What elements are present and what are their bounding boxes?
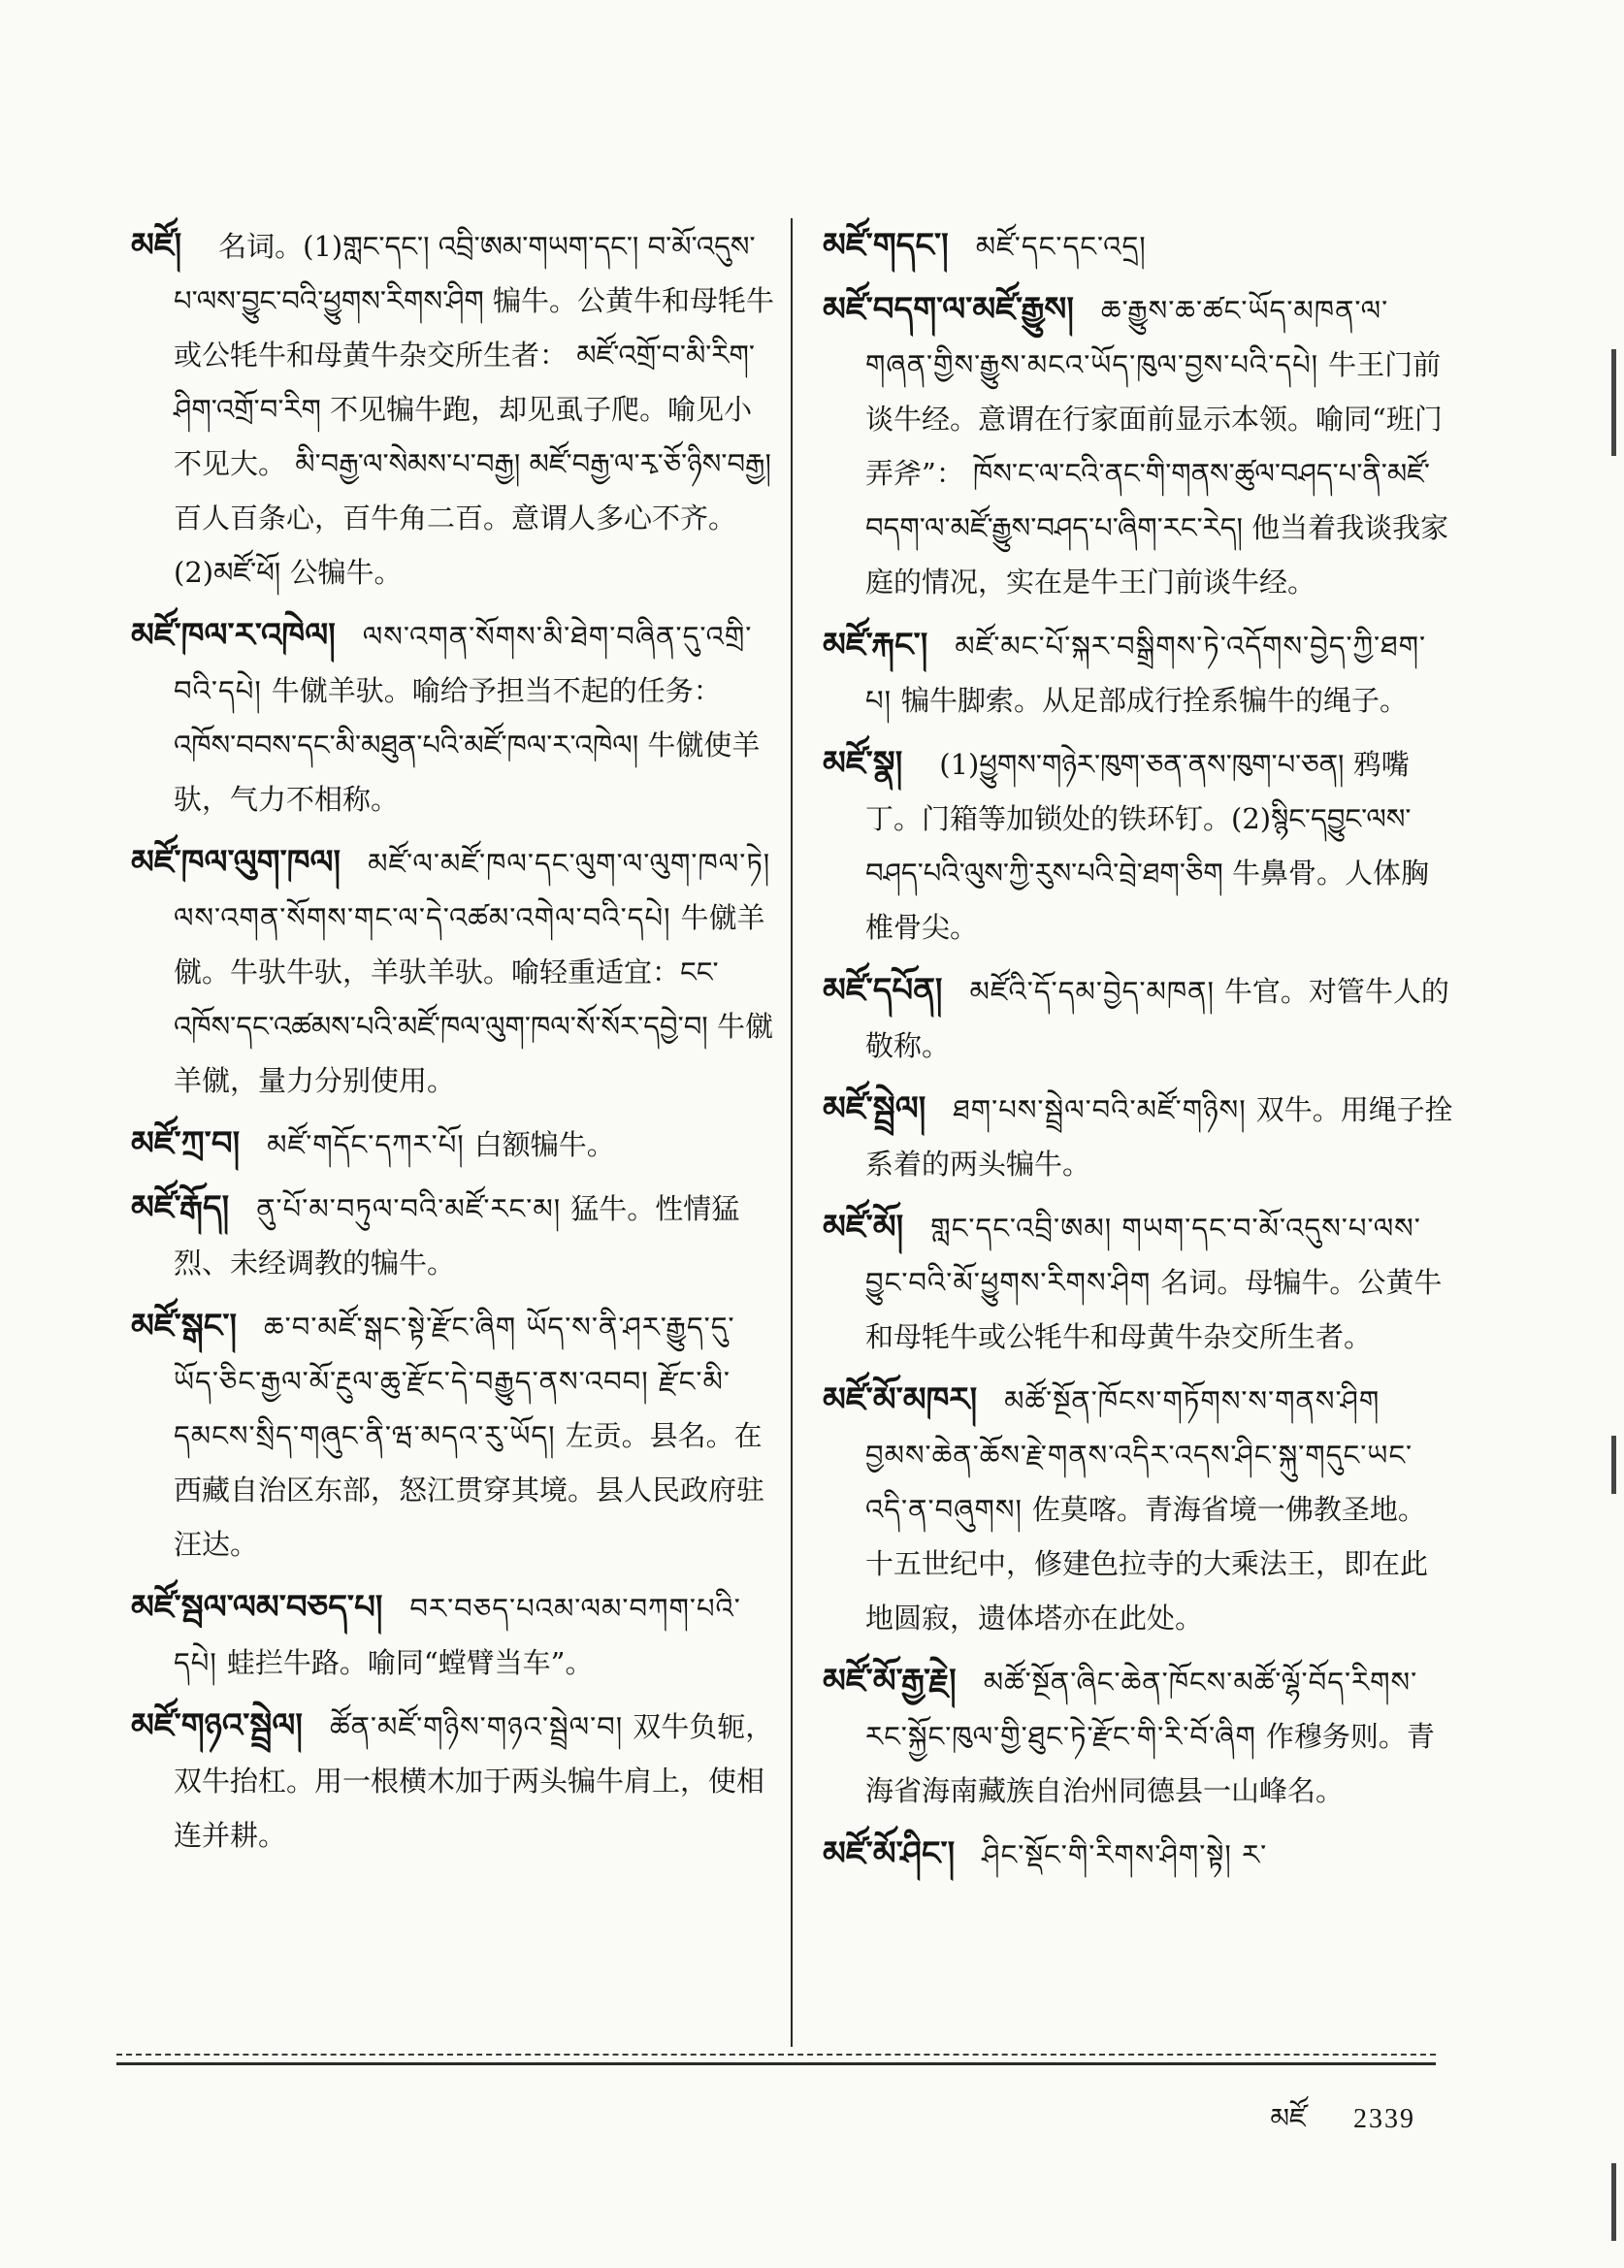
entry-mdzo-kra-ba <box>131 1117 776 1172</box>
headword: མཛོ་རྒོད། <box>131 1188 230 1227</box>
entry-mdzo-gnya-sbrel <box>131 1699 776 1863</box>
entry-mdzo-mo-shing <box>823 1827 1453 1882</box>
entry-mdzo-mo-rgya-rje <box>823 1654 1453 1818</box>
scan-edge-mark <box>1611 349 1616 456</box>
chinese-definition: 犏牛脚索。从足部成行拴系犏牛的绳子。 <box>901 684 1409 717</box>
page-footer <box>1270 2088 1415 2164</box>
chinese-definition: (1)ཕྱུགས་གཉེར་ཁུག་ཅན་ནས་ཁུག་པ་ཅན། 鸦嘴丁。门箱等加锁处的铁环钉。(2)སྙིང་དབྱུང་ལས་བཤད་པའི་ལུས་ཀྱི་རུས་པའི་བྲེ་ཐག་ཅིག 牛鼻骨。人体胸椎骨尖。 <box>865 748 1429 944</box>
headword: མཛོ། <box>131 226 182 265</box>
entry-mdzo-bdag <box>823 282 1453 609</box>
entry-mdzo <box>131 218 776 599</box>
headword: མཛོ་སྦྲེལ། <box>823 1089 926 1128</box>
tibetan-definition: བར་བཅད་པའམ་ལམ་བཀག་པའི་དཔེ། <box>174 1592 741 1679</box>
tibetan-definition: མཚོ་སྔོན་ཞིང་ཆེན་ཁོངས་མཚོ་ལྷོ་བོད་རིགས་རང་སྐྱོང་ཁུལ་གྱི་ཐུང་ཏེ་རྫོང་གི་རི་བོ་ཞིག <box>865 1666 1418 1753</box>
scan-edge-mark <box>1611 1436 1616 1494</box>
entry-mdzo-gdang <box>823 218 1453 274</box>
tibetan-definition: མཚོ་སྔོན་ཁོངས་གཏོགས་ས་གནས་ཤིག བྱམས་ཆེན་ཆོས་རྗེ་གནས་འདིར་འདས་ཤིང་སྐུ་གདུང་ཡང་འདི་ན་བཞུགས། <box>865 1384 1413 1526</box>
chinese-definition: 双牛。用绳子拴系着的两头犏牛。 <box>865 1093 1453 1181</box>
entry-mdzo-rgod <box>131 1181 776 1290</box>
tibetan-definition: ཤིང་སྡོང་གི་རིགས་ཤིག་སྟེ། ར་ <box>982 1838 1268 1871</box>
entry-mdzo-khal-ra <box>131 608 776 826</box>
tibetan-definition: ཚོན་མཛོ་གཉིས་གཉའ་སྦྲེལ་བ། <box>329 1710 624 1743</box>
entry-mdzo-mo-mkhar <box>823 1373 1453 1645</box>
chinese-definition: 名词。(1)གླང་དང་། འབྲི་ཨམ་གཡག་དང་། བ་མོ་འདུས་པ་ལས་བྱུང་བའི་ཕྱུགས་རིགས་ཤིག 犏牛。公黄牛和母牦牛或公牦牛和母黄牛杂交所生者： མཛོ་འགྲོ་བ་མི་རིག་ཤིག་འགྲོ་བ་རིག 不见犏牛跑，却见虱子爬。喻见小不见大。 མི་བརྒྱ་ལ་སེམས་པ་བརྒྱ། མཛོ་བརྒྱ་ལ་རྭ་ཅོ་ཉིས་བརྒྱ། 百人百条心，百牛角二百。意谓人多心不齐。(2)མཛོ་ཕོ། 公犏牛。 <box>174 230 775 589</box>
entry-mdzo-sgang <box>131 1299 776 1571</box>
right-column <box>823 218 1453 1891</box>
headword: མཛོ་བདག་ལ་མཛོ་རྒྱུས། <box>823 290 1074 329</box>
chinese-definition: 白额犏牛。 <box>473 1128 615 1161</box>
headword: མཛོ་མོ། <box>823 1208 904 1247</box>
footer-rule <box>116 2062 1436 2065</box>
entry-mdzo-sbal <box>131 1580 776 1690</box>
headword: མཛོ་མོ་རྒྱ་རྗེ། <box>823 1662 957 1701</box>
headword: མཛོ་ཁལ་ལུག་ཁལ། <box>131 843 341 882</box>
headword: མཛོ་སྣ། <box>823 744 903 783</box>
tibetan-definition: མཛོའི་དོ་དམ་བྱེད་མཁན། <box>969 975 1215 1008</box>
tibetan-definition: མཛོ་མང་པོ་སྐར་བསྒྲིགས་ཏེ་འདོགས་བྱེད་ཀྱི་ཐག་པ། <box>865 630 1427 717</box>
column-divider <box>791 218 793 2047</box>
tibetan-definition: ཐག་པས་སྦྲེལ་བའི་མཛོ་གཉིས། <box>953 1093 1247 1126</box>
tibetan-definition: གླང་དང་འབྲི་ཨམ། གཡག་དང་བ་མོ་འདུས་པ་ལས་བྱུང་བའི་མོ་ཕྱུགས་རིགས་ཤིག <box>865 1212 1421 1299</box>
headword: མཛོ་ཀྲ་བ། <box>131 1124 241 1163</box>
chinese-definition: 牛王门前谈牛经。意谓在行家面前显示本领。喻同“班门弄斧”： ཁོས་ང་ལ་ངའི་ནང་གི་གནས་ཚུལ་བཤད་པ་ནི་མཛོ་བདག་ལ་མཛོ་རྒྱུས་བཤད་པ་ཞིག་རང་རེད། 他当着我谈我家庭的情况，实在是牛王门前谈牛经。 <box>865 348 1449 599</box>
chinese-definition: 牛僦羊僦。牛驮牛驮，羊驮羊驮。喻轻重适宜：ངང་འཁོས་དང་འཚམས་པའི་མཛོ་ཁལ་ལུག་ཁལ་སོ་སོར་དབྱེ་བ། 牛僦羊僦，量力分别使用。 <box>174 901 773 1097</box>
left-column <box>131 218 776 1871</box>
headword: མཛོ་དཔོན། <box>823 971 943 1010</box>
entry-mdzo-dpon <box>823 963 1453 1073</box>
chinese-definition: 牛官。对管牛人的敬称。 <box>865 975 1449 1062</box>
entry-mdzo-khal-lug <box>131 835 776 1108</box>
chinese-definition: 猛牛。性情猛烈、未经调教的犏牛。 <box>174 1192 740 1280</box>
chinese-definition: 左贡。县名。在西藏自治区东部，怒江贯穿其境。县人民政府驻汪达。 <box>174 1419 765 1561</box>
headword: མཛོ་སྦལ་ལམ་བཅད་པ། <box>131 1588 383 1627</box>
chinese-definition: 双牛负轭，双牛抬杠。用一根横木加于两头犏牛肩上，使相连并耕。 <box>174 1710 774 1852</box>
tibetan-definition: ནུ་པོ་མ་བཏུལ་བའི་མཛོ་རང་མ། <box>256 1192 562 1225</box>
headword: མཛོ་གཉའ་སྦྲེལ། <box>131 1706 303 1745</box>
tibetan-definition: མཛོ་གདོང་དཀར་པོ། <box>267 1128 465 1161</box>
headword: མཛོ་སྒང་། <box>131 1307 238 1345</box>
chinese-definition: 蛙拦牛路。喻同“螳臂当车”。 <box>226 1646 594 1679</box>
entry-mdzo-rkang <box>823 618 1453 728</box>
headword: མཛོ་མོ་ཤིང་། <box>823 1834 956 1873</box>
page-number: 2339 <box>1353 2104 1415 2134</box>
tibetan-definition: ཆ་བ་མཛོ་སྒང་སྟེ་རྫོང་ཞིག ཡོད་ས་ནི་ཤར་རྒྱུད་དུ་ཡོད་ཅིང་རྒྱལ་མོ་རྔུལ་ཆུ་རྫོང་དེ་བརྒྱུད་ནས་འབབ། རྫོང་མི་དམངས་སྲིད་གཞུང་ནི་ཝ་མདའ་རུ་ཡོད། <box>174 1311 735 1452</box>
headword: མཛོ་རྐང་། <box>823 626 928 664</box>
chinese-definition: 名词。母犏牛。公黄牛和母牦牛或公牦牛和母黄牛杂交所生者。 <box>865 1266 1443 1353</box>
entry-mdzo-mo <box>823 1200 1453 1364</box>
chinese-definition: 作穆务则。青海省海南藏族自治州同德县一山峰名。 <box>865 1720 1435 1807</box>
guide-word: མཛོ <box>1270 2102 1307 2134</box>
entry-mdzo-sna <box>823 736 1453 955</box>
tibetan-definition: ལས་འགན་སོགས་མི་ཐེག་བཞིན་དུ་འགྲི་བའི་དཔེ། <box>174 620 753 707</box>
headword: མཛོ་མོ་མཁར། <box>823 1380 978 1419</box>
tibetan-definition: མཛོ་དང་དང་འདྲ། <box>975 230 1147 263</box>
entry-mdzo-sbrel <box>823 1082 1453 1191</box>
chinese-definition: 牛僦羊驮。喻给予担当不起的任务： འཁོས་བབས་དང་མི་མཐུན་པའི་མཛོ་ཁལ་ར་འཁེལ། 牛僦使羊驮，气力不相称。 <box>174 674 761 816</box>
chinese-definition: 佐莫喀。青海省境一佛教圣地。十五世纪中，修建色拉寺的大乘法王，即在此地圆寂，遗体塔亦在此处。 <box>865 1493 1429 1635</box>
tibetan-definition: ཆ་རྒྱུས་ཆ་ཚང་ཡོད་མཁན་ལ་གཞན་གྱིས་རྒྱུས་མངའ་ཡོད་ཁུལ་བྱས་པའི་དཔེ། <box>865 294 1389 381</box>
scan-edge-mark <box>1611 2163 1616 2241</box>
headword: མཛོ་གདང་། <box>823 226 949 265</box>
headword: མཛོ་ཁལ་ར་འཁེལ། <box>131 616 336 655</box>
footer-rule-dashed <box>116 2054 1436 2057</box>
tibetan-definition: མཛོ་ལ་མཛོ་ཁལ་དང་ལུག་ལ་ལུག་ཁལ་ཏེ། ལས་འགན་སོགས་གང་ལ་དེ་འཚམ་འགེལ་བའི་དཔེ། <box>174 847 771 934</box>
